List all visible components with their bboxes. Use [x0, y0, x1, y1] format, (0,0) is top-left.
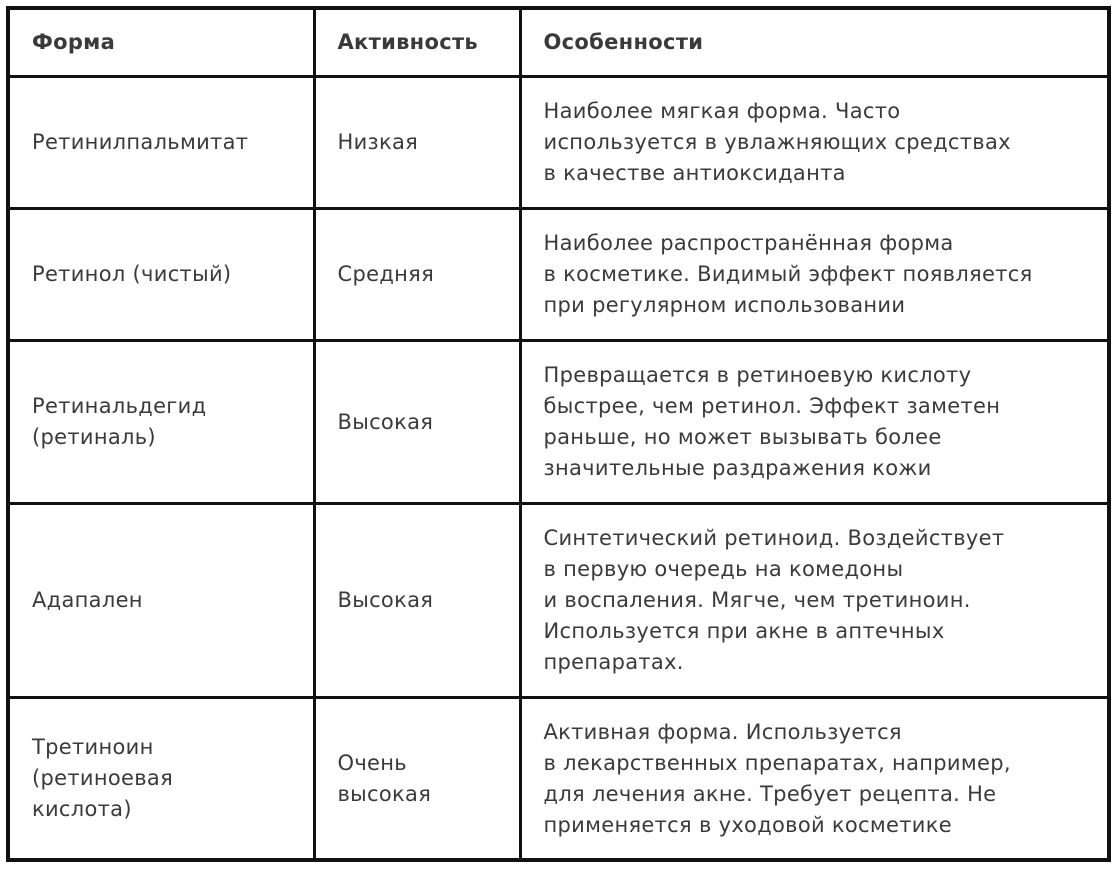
table-row [10, 341, 1107, 504]
cell-features: Наиболее распространённая форма в косметике. Видимый эффект появляется при регулярном использовании [520, 209, 1107, 341]
table-header [10, 10, 1107, 77]
cell-form: Ретинилпальмитат [10, 77, 314, 209]
table-body [10, 77, 1107, 859]
header-activity: Активность [314, 10, 520, 77]
cell-activity: Очень высокая [314, 698, 520, 859]
cell-form: Адапален [10, 504, 314, 698]
retinoid-forms-table [6, 6, 1111, 862]
cell-activity: Высокая [314, 341, 520, 504]
cell-form: Ретинол (чистый) [10, 209, 314, 341]
table-row [10, 698, 1107, 859]
table-row [10, 504, 1107, 698]
table-row [10, 77, 1107, 209]
cell-features: Синтетический ретиноид. Воздействует в первую очередь на комедоны и воспаления. Мягче, чем третиноин. Используется при акне в аптечных препаратах. [520, 504, 1107, 698]
cell-features: Наиболее мягкая форма. Часто используется в увлажняющих средствах в качестве антиоксиданта [520, 77, 1107, 209]
comparison-table [10, 10, 1107, 858]
cell-activity: Высокая [314, 504, 520, 698]
header-features: Особенности [520, 10, 1107, 77]
cell-features: Активная форма. Используется в лекарственных препаратах, например, для лечения акне. Требует рецепта. Не применяется в уходовой косметике [520, 698, 1107, 859]
header-row [10, 10, 1107, 77]
table-row [10, 209, 1107, 341]
cell-features: Превращается в ретиноевую кислоту быстрее, чем ретинол. Эффект заметен раньше, но может вызывать более значительные раздражения кожи [520, 341, 1107, 504]
header-form: Форма [10, 10, 314, 77]
cell-form: Ретинальдегид (ретиналь) [10, 341, 314, 504]
cell-activity: Средняя [314, 209, 520, 341]
cell-form: Третиноин (ретиноевая кислота) [10, 698, 314, 859]
cell-activity: Низкая [314, 77, 520, 209]
